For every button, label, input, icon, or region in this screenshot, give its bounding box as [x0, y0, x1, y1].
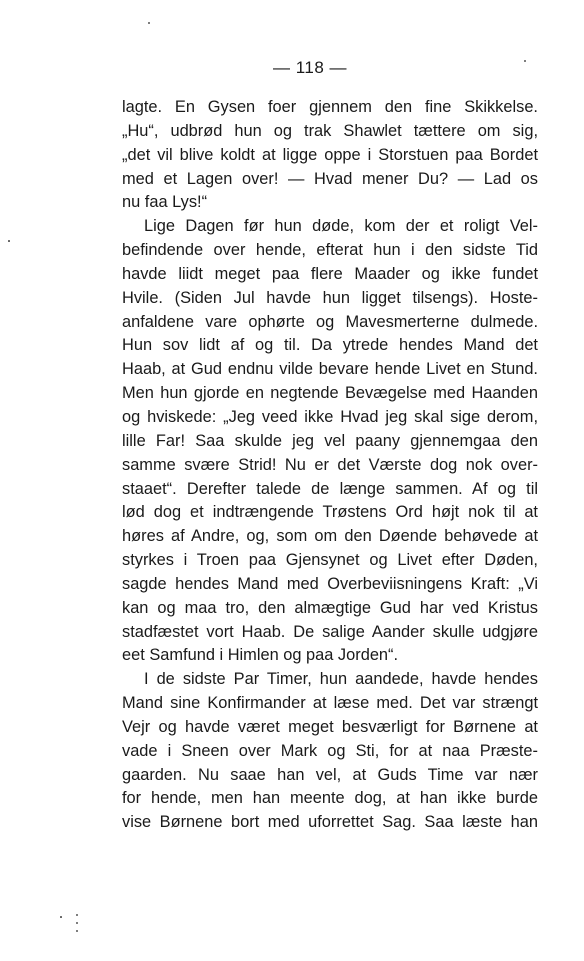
text-line: kan og maa tro, den almægtige Gud har ved Kristus	[122, 598, 538, 617]
text-line: eet Samfund i Himlen og paa Jorden“.	[122, 646, 399, 665]
text-line: gaarden. Nu saae han vel, at Guds Time var nær	[122, 765, 538, 784]
print-speck	[76, 914, 78, 916]
text-line: lille Far! Saa skulde jeg vel paany gjennemgaa den	[122, 431, 538, 450]
text-line: stadfæstet vort Haab. De salige Aander skulle udgjøre	[122, 622, 538, 641]
print-speck	[76, 930, 78, 932]
text-line: I de sidste Par Timer, hun aandede, havde hendes	[144, 670, 538, 689]
text-line: sagde hendes Mand med Overbeviisningens Kraft: „Vi	[122, 574, 538, 593]
text-line: og hviskede: „Jeg veed ikke Hvad jeg skal sige derom,	[122, 407, 538, 426]
text-line: lød dog et indtrængende Trøstens Ord højt nok til at	[122, 503, 538, 522]
text-line: Haab, at Gud endnu vilde bevare hende Livet en Stund.	[122, 360, 538, 379]
print-speck	[148, 22, 150, 24]
text-line: nu faa Lys!“	[122, 193, 208, 212]
print-speck	[8, 240, 10, 242]
text-line: Hvile. (Siden Jul havde hun ligget tilsengs). Hoste-	[122, 288, 538, 307]
print-speck	[60, 916, 62, 918]
text-line: Men hun gjorde en negtende Bevægelse med Haanden	[122, 384, 538, 403]
text-line: befindende over hende, efterat hun i den sidste Tid	[122, 241, 538, 260]
page-number: — 118 —	[272, 58, 348, 77]
body-text	[122, 96, 538, 835]
text-line: styrkes i Troen paa Gjensynet og Livet efter Døden,	[122, 551, 538, 570]
text-line: Lige Dagen før hun døde, kom der et roligt Vel-	[144, 217, 538, 236]
text-line: Vejr og havde været meget besværligt for Børnene at	[122, 717, 538, 736]
text-line: „Hu“, udbrød hun og trak Shawlet tættere om sig,	[122, 121, 538, 140]
print-speck	[524, 60, 526, 62]
text-line: anfaldene vare ophørte og Mavesmerterne dulmede.	[122, 312, 538, 331]
text-line: for hende, men han meente dog, at han ikke burde	[122, 789, 538, 808]
text-line: vise Børnene bort med uforrettet Sag. Saa læste han	[122, 813, 538, 832]
text-line: staaet“. Derefter talede de længe sammen. Af og til	[122, 479, 538, 498]
text-line: Hun sov lidt af og til. Da ytrede hendes Mand det	[122, 336, 538, 355]
text-line: vade i Sneen over Mark og Sti, for at naa Præste-	[122, 741, 538, 760]
text-line: med et Lagen over! — Hvad mener Du? — Lad os	[122, 169, 538, 188]
text-line: høres af Andre, og, som om den Døende behøvede at	[122, 527, 538, 546]
text-line: lagte. En Gysen foer gjennem den fine Skikkelse.	[122, 98, 538, 116]
text-line: „det vil blive koldt at ligge oppe i Storstuen paa Bordet	[122, 145, 538, 164]
text-line: havde liidt meget paa flere Maader og ikke fundet	[122, 264, 538, 283]
print-speck	[76, 922, 78, 924]
text-line: samme svære Strid! Nu er det Værste dog nok over-	[122, 455, 538, 474]
text-line: Mand sine Konfirmander at læse med. Det var strængt	[122, 694, 538, 713]
